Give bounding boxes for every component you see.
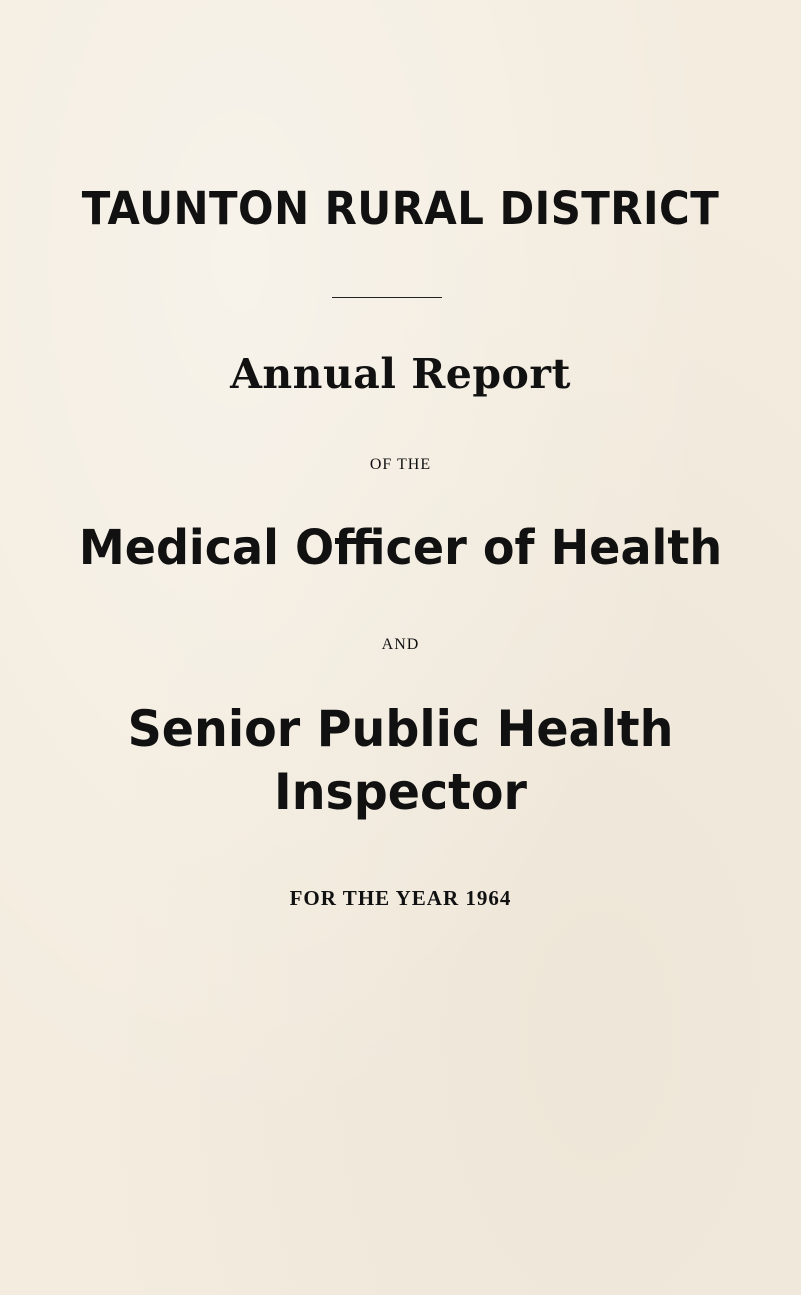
inspector-title-line2: Inspector [274, 763, 527, 821]
divider-rule [332, 297, 442, 298]
officer-title: Medical Officer of Health [78, 520, 723, 576]
report-title: Annual Report [230, 350, 571, 398]
and-text: AND [381, 636, 420, 653]
district-title: TAUNTON RURAL DISTRICT [81, 182, 720, 235]
inspector-title-line1: Senior Public Health [127, 700, 674, 758]
of-the-text: OF THE [369, 456, 432, 473]
year-line: FOR THE YEAR 1964 [289, 886, 512, 910]
